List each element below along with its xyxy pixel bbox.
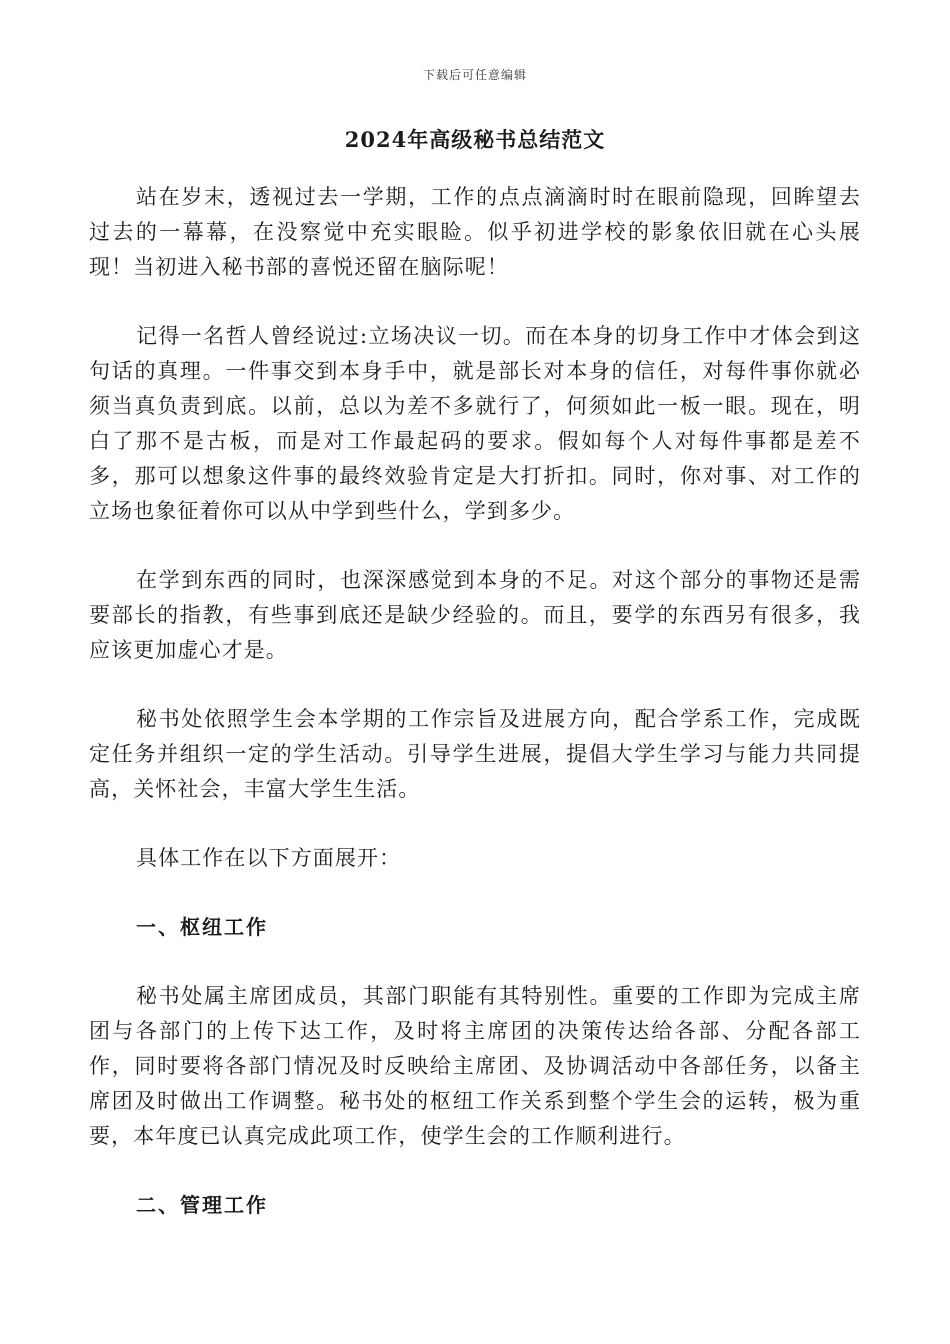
paragraph-hub-work: 秘书处属主席团成员，其部门职能有其特别性。重要的工作即为完成主席团与各部门的上传下达工作，及时将主席团的决策传达给各部、分配各部工作，同时要将各部门情况及时反映给主席团、及协调活动中各部任务，以备主席团及时做出工作调整。秘书处的枢纽工作关系到整个学生会的运转，极为重要，本年度已认真完成此项工作，使学生会的工作顺利进行。 [89, 984, 861, 1148]
paragraph-shortcomings: 在学到东西的同时，也深深感觉到本身的不足。对这个部分的事物还是需要部长的指教，有些事到底还是缺少经验的。而且，要学的东西另有很多，我应该更加虚心才是。 [89, 568, 861, 662]
paragraph-gap [89, 807, 861, 841]
header-note: 下载后可任意编辑 [422, 68, 527, 82]
paragraph-overview: 具体工作在以下方面展开： [136, 846, 402, 870]
section-heading-management: 二、管理工作 [136, 1193, 268, 1217]
document-title: 2024年高级秘书总结范文 [344, 127, 606, 152]
paragraph-gap [89, 668, 861, 702]
paragraph-gap [89, 529, 861, 563]
paragraph-gap [89, 1154, 861, 1188]
section-heading-hub: 一、枢纽工作 [136, 915, 268, 939]
paragraph-gap [89, 876, 861, 910]
paragraph-gap [89, 945, 861, 979]
paragraph-intro: 站在岁末，透视过去一学期，工作的点点滴滴时时在眼前隐现，回眸望去过去的一幕幕，在没察觉中充实眼睑。似乎初进学校的影象依旧就在心头展现！当初进入秘书部的喜悦还留在脑际呢！ [89, 185, 861, 279]
paragraph-gap [89, 285, 861, 319]
paragraph-attitude: 记得一名哲人曾经说过:立场决议一切。而在本身的切身工作中才体会到这句话的真理。一件事交到本身手中，就是部长对本身的信任，对每件事你就必须当真负责到底。以前，总以为差不多就行了，何须如此一板一眼。现在，明白了那不是古板，而是对工作最起码的要求。假如每个人对每件事都是差不多，那可以想象这件事的最终效验肯定是大打折扣。同时，你对事、对工作的立场也象征着你可以从中学到些什么，学到多少。 [89, 324, 861, 523]
paragraph-purpose: 秘书处依照学生会本学期的工作宗旨及进展方向，配合学系工作，完成既定任务并组织一定的学生活动。引导学生进展，提倡大学生学习与能力共同提高，关怀社会，丰富大学生生活。 [89, 707, 861, 801]
document-body [89, 180, 861, 1223]
